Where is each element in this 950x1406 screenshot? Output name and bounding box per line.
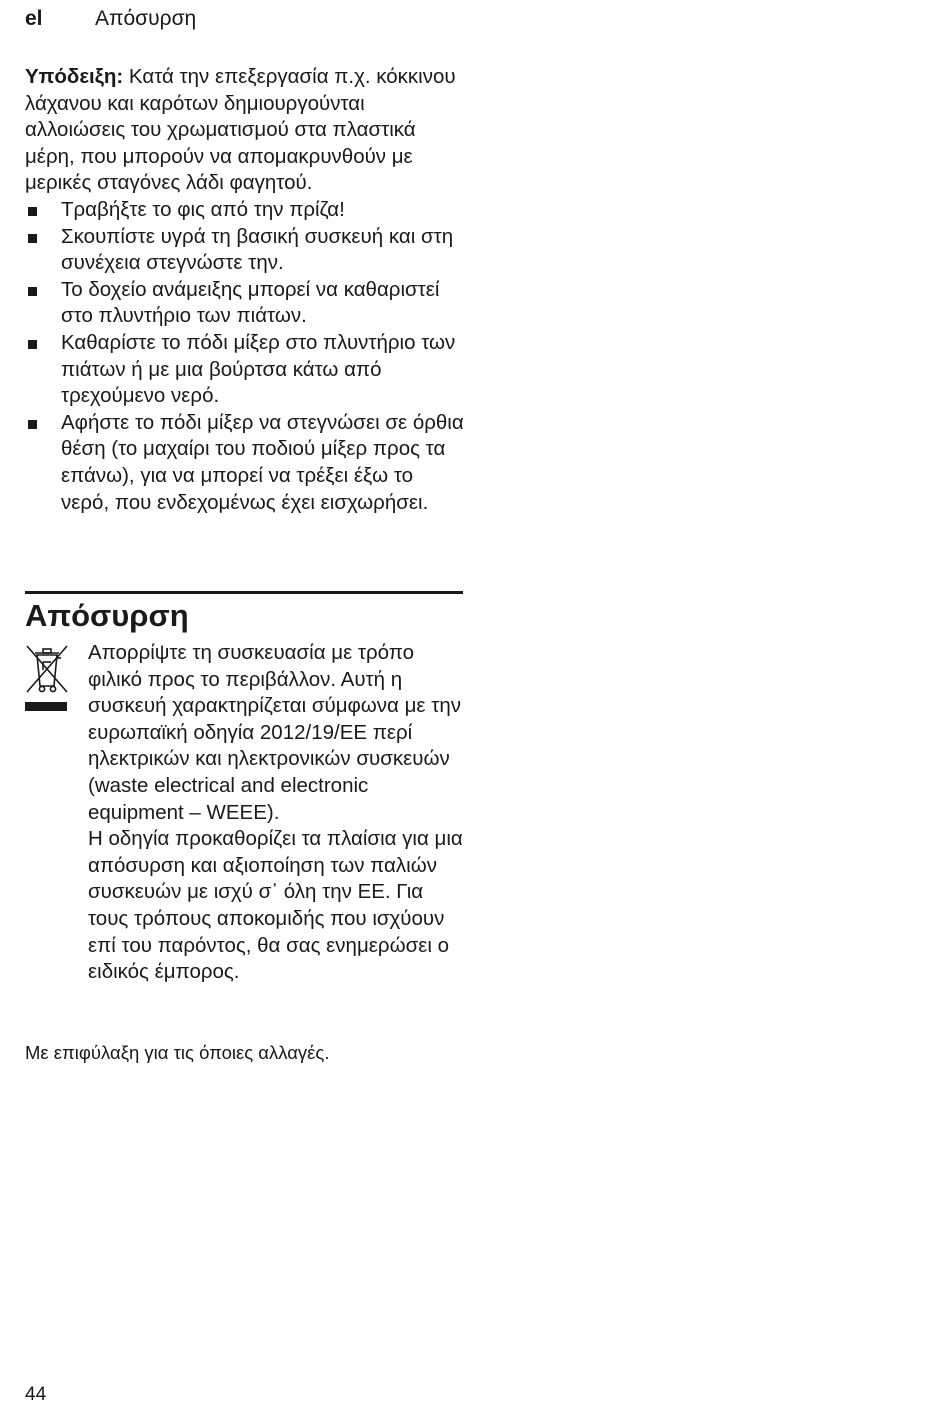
- disposal-text: [88, 640, 468, 986]
- step-text: Το δοχείο ανάμειξης μπορεί να καθαριστεί στο πλυντήριο των πιάτων.: [61, 277, 440, 328]
- square-bullet-icon: [28, 340, 37, 349]
- list-item: [25, 277, 465, 330]
- list-item: [25, 224, 465, 277]
- square-bullet-icon: [28, 207, 37, 216]
- section-divider: [25, 591, 463, 594]
- step-text: Αφήστε το πόδι μίξερ να στεγνώσει σε όρθια θέση (το μαχαίρι του ποδιού μίξερ προς τα επάνω), για να μπορεί να τρέξει έξω το νερό, που ενδεχομένως έχει εισχωρήσει.: [61, 410, 464, 514]
- cleaning-column: [25, 64, 465, 516]
- list-item: [25, 330, 465, 410]
- changes-reserved-note: Με επιφύλαξη για τις όποιες αλλαγές.: [25, 1042, 330, 1063]
- section-heading: Απόσυρση: [25, 598, 189, 633]
- list-item: [25, 197, 465, 224]
- disposal-paragraph: Απορρίψτε τη συσκευασία με τρόπο φιλικό προς το περιβάλλον. Αυτή η συσκευή χαρακτηρίζεται σύμφωνα με την ευρωπαϊκή οδηγία 2012/19/ΕΕ περί ηλεκτρικών και ηλεκτρονικών συσκευών (waste electrical and electronic equipment – WEEE).: [88, 641, 462, 824]
- list-item: [25, 410, 465, 516]
- running-section-title: Απόσυρση: [95, 7, 197, 30]
- step-text: Τραβήξτε το φις από την πρίζα!: [61, 197, 345, 221]
- step-text: Καθαρίστε το πόδι μίξερ στο πλυντήριο των πιάτων ή με μια βούρτσα κάτω από τρεχούμενο νερό.: [61, 330, 456, 408]
- disposal-paragraph: Η οδηγία προκαθορίζει τα πλαίσια για μια απόσυρση και αξιοποίηση των παλιών συσκευών με ισχύ σ᾽ όλη την ΕΕ. Για τους τρόπους αποκομιδής που ισχύουν επί του παρόντος, θα σας ενημερώσει ο ειδικός έμπορος.: [88, 827, 463, 984]
- square-bullet-icon: [28, 420, 37, 429]
- page-header: [25, 6, 196, 32]
- hint-label: Υπόδειξη:: [25, 65, 124, 88]
- hint-text: Κατά την επεξεργασία π.χ. κόκκινου λάχανου και καρότων δημιουργούνται αλλοιώσεις του χρωματισμού στα πλαστικά μέρη, που μπορούν να απομακρυνθούν με μερικές σταγόνες λάδι φαγητού.: [25, 65, 456, 195]
- step-text: Σκουπίστε υγρά τη βασική συσκευή και στη συνέχεια στεγνώστε την.: [61, 224, 454, 275]
- square-bullet-icon: [28, 234, 37, 243]
- crossed-out-wheelie-bin-icon: [25, 644, 69, 714]
- language-code: el: [25, 7, 43, 30]
- square-bullet-icon: [28, 287, 37, 296]
- cleaning-steps-list: [25, 197, 465, 516]
- hint-paragraph: [25, 64, 465, 197]
- page-number: 44: [25, 1384, 47, 1405]
